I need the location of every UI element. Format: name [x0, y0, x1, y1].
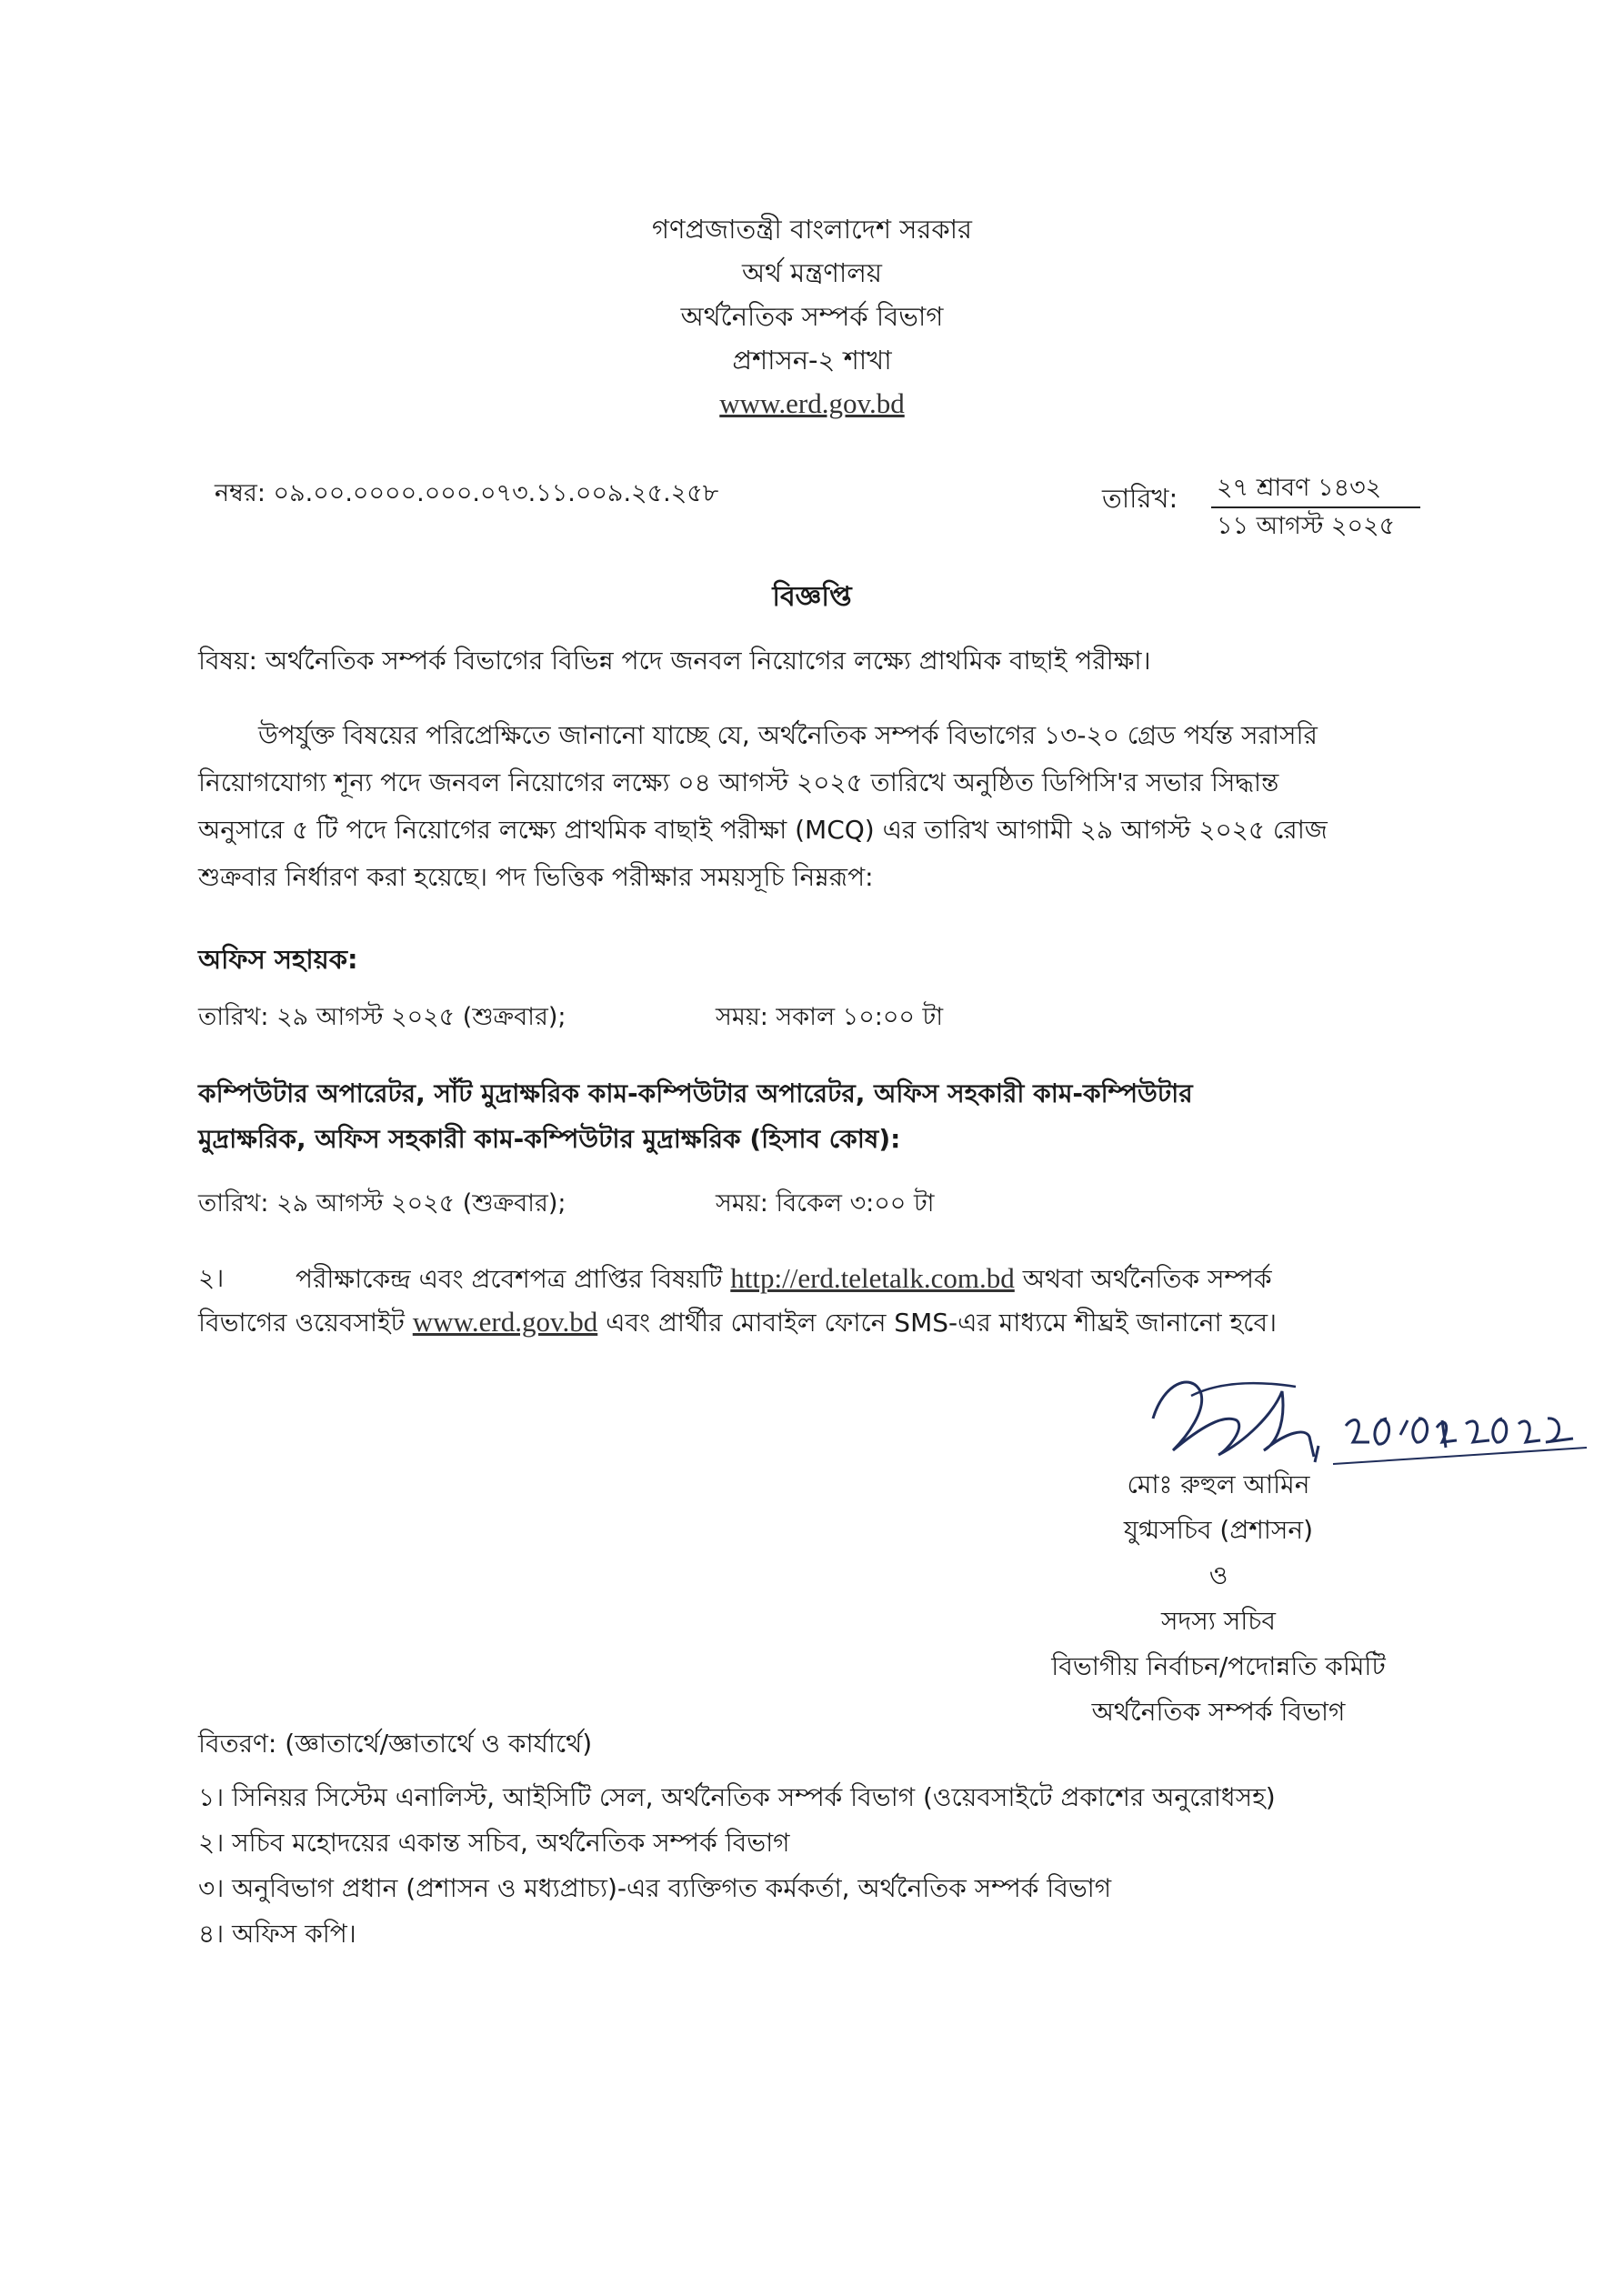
paragraph-2-text-2: অথবা অর্থনৈতিক সম্পর্ক [1022, 1264, 1272, 1294]
signatory-designation-1: যুগ্মসচিব (প্রশাসন) [1123, 1515, 1314, 1545]
schedule-2-time: সময়: বিকেল ৩:০০ টা [716, 1189, 935, 1218]
paragraph-1-line-4: শুক্রবার নির্ধারণ করা হয়েছে। পদ ভিত্তিক পরীক্ষার সময়সূচি নিম্নরূপ: [198, 862, 874, 892]
notice-subject: বিষয়: অর্থনৈতিক সম্পর্ক বিভাগের বিভিন্ন পদে জনবল নিয়োগের লক্ষ্যে প্রাথমিক বাছাই পরীক্ষা। [198, 646, 1151, 676]
section-name: প্রশাসন-২ শাখা [732, 345, 892, 376]
paragraph-2-line-2 [198, 1300, 1277, 1345]
distribution-item-3: ৩। অনুবিভাগ প্রধান (প্রশাসন ও মধ্যপ্রাচ্য)-এর ব্যক্তিগত কর্মকর্তা, অর্থনৈতিক সম্পর্ক বিভাগ [198, 1873, 1112, 1903]
govt-name: গণপ্রজাতন্ত্রী বাংলাদেশ সরকার [651, 214, 973, 245]
distribution-item-2: ২। সচিব মহোদয়ের একান্ত সচিব, অর্থনৈতিক সম্পর্ক বিভাগ [198, 1828, 790, 1858]
paragraph-1-line-2: নিয়োগযোগ্য শূন্য পদে জনবল নিয়োগের লক্ষ্যে ০৪ আগস্ট ২০২৫ তারিখে অনুষ্ঠিত ডিপিসি'র সভার সিদ্ধান্ত [198, 767, 1279, 797]
paragraph-2-number: ২। [198, 1263, 225, 1293]
paragraph-2-line-1 [296, 1257, 1272, 1301]
teletalk-link[interactable]: http://erd.teletalk.com.bd [730, 1262, 1015, 1294]
distribution-item-1: ১। সিনিয়র সিস্টেম এনালিস্ট, আইসিটি সেল, অর্থনৈতিক সম্পর্ক বিভাগ (ওয়েবসাইটে প্রকাশের অনুরোধসহ) [198, 1782, 1276, 1812]
distribution-heading: বিতরণ: (জ্ঞাতার্থে/জ্ঞাতার্থে ও কার্যার্থে) [198, 1729, 593, 1759]
signatory-conjunction: ও [1208, 1560, 1228, 1590]
post-computer-operator-line-1: কম্পিউটার অপারেটর, সাঁট মুদ্রাক্ষরিক কাম-কম্পিউটার অপারেটর, অফিস সহকারী কাম-কম্পিউটার [198, 1078, 1193, 1108]
signatory-designation-4: অর্থনৈতিক সম্পর্ক বিভাগ [1091, 1697, 1346, 1727]
date-label: তারিখ: [1102, 483, 1178, 514]
paragraph-1-line-1: উপর্যুক্ত বিষয়ের পরিপ্রেক্ষিতে জানানো যাচ্ছে যে, অর্থনৈতিক সম্পর্ক বিভাগের ১৩-২০ গ্রেড পর্যন্ত সরাসরি [258, 720, 1318, 750]
signatory-designation-3: বিভাগীয় নির্বাচন/পদোন্নতি কমিটি [1051, 1651, 1386, 1681]
post-computer-operator-line-2: মুদ্রাক্ষরিক, অফিস সহকারী কাম-কম্পিউটার মুদ্রাক্ষরিক (হিসাব কোষ): [198, 1124, 901, 1154]
notice-title: বিজ্ঞপ্তি [772, 581, 852, 613]
paragraph-2-text-3: বিভাগের ওয়েবসাইট [198, 1308, 405, 1338]
paragraph-2-text-1: পরীক্ষাকেন্দ্র এবং প্রবেশপত্র প্রাপ্তির বিষয়টি [296, 1264, 723, 1294]
schedule-1-date: তারিখ: ২৯ আগস্ট ২০২৫ (শুক্রবার); [198, 1003, 566, 1031]
division-name: অর্থনৈতিক সম্পর্ক বিভাগ [680, 301, 944, 332]
signature-image [1137, 1364, 1591, 1473]
paragraph-2-text-4: এবং প্রার্থীর মোবাইল ফোনে SMS-এর মাধ্যমে শীঘ্রই জানানো হবে। [606, 1308, 1278, 1338]
distribution-item-4: ৪। অফিস কপি। [198, 1919, 356, 1949]
paragraph-1-line-3: অনুসারে ৫ টি পদে নিয়োগের লক্ষ্যে প্রাথমিক বাছাই পরীক্ষা (MCQ) এর তারিখ আগামী ২৯ আগস্ট ২০২৫ রোজ [198, 815, 1328, 845]
schedule-1-time: সময়: সকাল ১০:০০ টা [716, 1003, 944, 1031]
date-divider-line [1211, 506, 1420, 508]
signatory-name: মোঃ রুহুল আমিন [1127, 1469, 1310, 1499]
schedule-2-date: তারিখ: ২৯ আগস্ট ২০২৫ (শুক্রবার); [198, 1189, 566, 1218]
date-bangla: ২৭ শ্রাবণ ১৪৩২ [1217, 474, 1382, 502]
date-english: ১১ আগস্ট ২০২৫ [1217, 512, 1396, 540]
header-website-link[interactable]: www.erd.gov.bd [719, 387, 905, 419]
post-office-sohayok: অফিস সহায়ক: [198, 944, 358, 975]
signatory-designation-2: সদস্য সচিব [1161, 1606, 1276, 1636]
memo-number: নম্বর: ০৯.০০.০০০০.০০০.০৭৩.১১.০০৯.২৫.২৫৮ [215, 479, 719, 507]
erd-website-link[interactable]: www.erd.gov.bd [412, 1306, 598, 1338]
ministry-name: অর্থ মন্ত্রণালয় [742, 257, 882, 288]
